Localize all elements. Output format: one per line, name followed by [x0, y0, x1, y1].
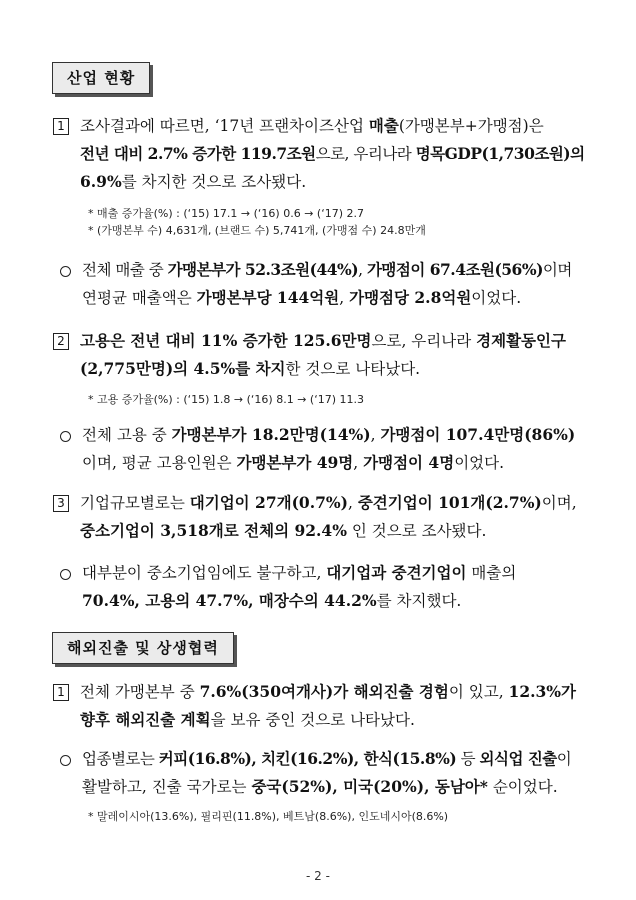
paragraph-line [80, 517, 585, 545]
text-span: , [358, 261, 367, 279]
text-span: 기업규모별로는 [80, 494, 190, 512]
paragraph-line [82, 587, 587, 615]
text-span: 조사결과에 따르면, ‘17년 프랜차이즈산업 [80, 117, 369, 135]
text-span: 순이었다. [487, 778, 558, 796]
footnote-sales-growth: * 매출 증가율(%) : (‘15) 17.1 → (‘16) 0.6 → (‘17) 2.7 [88, 207, 364, 220]
text-span-bold: 가맹본부가 52.3조원(44%) [167, 260, 359, 279]
text-span: 으로, 우리나라 [371, 332, 477, 350]
footnote-southeast-asia: * 말레이시아(13.6%), 필리핀(11.8%), 베트남(8.6%), 인도네시아(8.6%) [88, 810, 449, 823]
text-span: (가맹본부+가맹점)은 [398, 117, 544, 135]
text-span-bold: 12.3%가 [508, 682, 576, 701]
paragraph-line [82, 284, 587, 312]
text-span-bold: 가맹본부가 18.2만명(14%) [171, 425, 371, 444]
text-span-bold: 향후 해외진출 계획 [80, 710, 211, 729]
text-span: 등 [456, 750, 480, 768]
item-number-box [53, 333, 69, 350]
paragraph-line [82, 745, 587, 773]
text-span-bold: 경제활동인구 [476, 331, 566, 350]
text-span: , [339, 289, 350, 307]
text-span: 이 [556, 750, 572, 768]
text-span-bold: 대기업이 27개(0.7%) [189, 493, 348, 512]
paragraph-line [82, 256, 587, 284]
text-span-bold: 명목GDP(1,730조원)의 [415, 144, 585, 163]
paragraph-line [82, 773, 587, 801]
paragraph-line [80, 112, 585, 140]
text-span-bold: 외식업 진출 [479, 749, 557, 768]
paragraph-company-share [82, 559, 587, 615]
text-span-bold: 중소기업이 3,518개로 전체의 92.4% [80, 521, 347, 540]
paragraph-overseas-detail [82, 745, 587, 801]
text-span-bold: 가맹본부당 144억원 [196, 288, 340, 307]
text-span: 한 것으로 나타났다. [285, 360, 421, 378]
text-span: 전체 가맹본부 중 [80, 683, 200, 701]
footnote-counts: * (가맹본부 수) 4,631개, (브랜드 수) 5,741개, (가맹점 수) 24.8만개 [88, 224, 426, 237]
text-span-bold: 가맹점이 67.4조원(56%) [366, 260, 543, 279]
text-span-bold: 7.6%(350여개사)가 해외진출 경험 [199, 682, 449, 701]
item-number: 1 [57, 685, 65, 699]
page-number: - 2 - [306, 869, 330, 883]
text-span: 이며, [541, 494, 577, 512]
bullet-circle-icon [60, 569, 71, 580]
text-span: 를 차지했다. [376, 592, 462, 610]
text-span: 으로, 우리나라 [315, 145, 416, 163]
text-span-bold: 70.4%, 고용의 47.7%, 매장수의 44.2% [82, 591, 377, 610]
paragraph-company-size [80, 489, 585, 545]
text-span-bold: 중국(52%), 미국(20%), 동남아* [251, 777, 488, 796]
text-span: , [353, 454, 364, 472]
text-span-bold: 대기업과 중견기업이 [326, 563, 467, 582]
text-span: , [347, 494, 358, 512]
text-span: 이었다. [454, 454, 505, 472]
text-span-bold: 매출 [368, 116, 399, 135]
bullet-circle-icon [60, 266, 71, 277]
text-span: 이며 [542, 261, 572, 279]
paragraph-line [80, 327, 585, 355]
section-title-text: 해외진출 및 상생협력 [67, 639, 219, 657]
text-span: , [370, 426, 381, 444]
paragraph-line [82, 559, 587, 587]
paragraph-employment [80, 327, 585, 383]
paragraph-sales [80, 112, 585, 196]
paragraph-overseas [80, 678, 585, 734]
paragraph-line [80, 706, 585, 734]
section-title-industry [52, 62, 150, 94]
paragraph-line [80, 678, 585, 706]
item-number: 2 [57, 334, 65, 348]
text-span: 매출의 [466, 564, 517, 582]
text-span: 이며, 평균 고용인원은 [82, 454, 237, 472]
text-span: 대부분이 중소기업임에도 불구하고, [82, 564, 327, 582]
text-span: 인 것으로 조사됐다. [346, 522, 487, 540]
text-span-bold: 중견기업이 101개(2.7%) [357, 493, 542, 512]
item-number-box [53, 495, 69, 512]
bullet-circle-icon [60, 755, 71, 766]
text-span-bold: 가맹본부가 49명 [236, 453, 354, 472]
item-number: 1 [57, 119, 65, 133]
paragraph-line [80, 489, 585, 517]
text-span: 을 보유 중인 것으로 나타났다. [210, 711, 415, 729]
item-number-box [53, 118, 69, 135]
text-span: 전체 매출 중 [82, 261, 168, 279]
paragraph-line [80, 355, 585, 383]
text-span: 전체 고용 중 [82, 426, 172, 444]
item-number: 3 [57, 496, 65, 510]
text-span: 를 차지한 것으로 조사됐다. [121, 173, 307, 191]
paragraph-employment-breakdown [82, 421, 587, 477]
text-span-bold: 가맹점이 107.4만명(86%) [380, 425, 576, 444]
footnote-employment-growth: * 고용 증가율(%) : (‘15) 1.8 → (‘16) 8.1 → (‘17) 11.3 [88, 393, 364, 406]
text-span-bold: 가맹점당 2.8억원 [349, 288, 472, 307]
text-span-bold: 고용은 전년 대비 11% 증가한 125.6만명 [80, 331, 372, 350]
text-span: 이 있고, [448, 683, 509, 701]
text-span: 이었다. [471, 289, 522, 307]
text-span-bold: (2,775만명)의 4.5%를 차지 [80, 359, 286, 378]
paragraph-sales-breakdown [82, 256, 587, 312]
text-span: 활발하고, 진출 국가로는 [82, 778, 252, 796]
text-span-bold: 6.9% [80, 172, 122, 191]
paragraph-line [82, 449, 587, 477]
item-number-box [53, 684, 69, 701]
text-span-bold: 가맹점이 4명 [363, 453, 455, 472]
text-span-bold: 커피(16.8%), 치킨(16.2%), 한식(15.8%) [158, 749, 457, 768]
text-span: 연평균 매출액은 [82, 289, 197, 307]
paragraph-line [80, 168, 585, 196]
section-title-overseas [52, 632, 234, 664]
bullet-circle-icon [60, 431, 71, 442]
paragraph-line [80, 140, 585, 168]
text-span: 업종별로는 [82, 750, 159, 768]
paragraph-line [82, 421, 587, 449]
text-span-bold: 전년 대비 2.7% 증가한 119.7조원 [80, 144, 316, 163]
section-title-text: 산업 현황 [67, 69, 136, 87]
